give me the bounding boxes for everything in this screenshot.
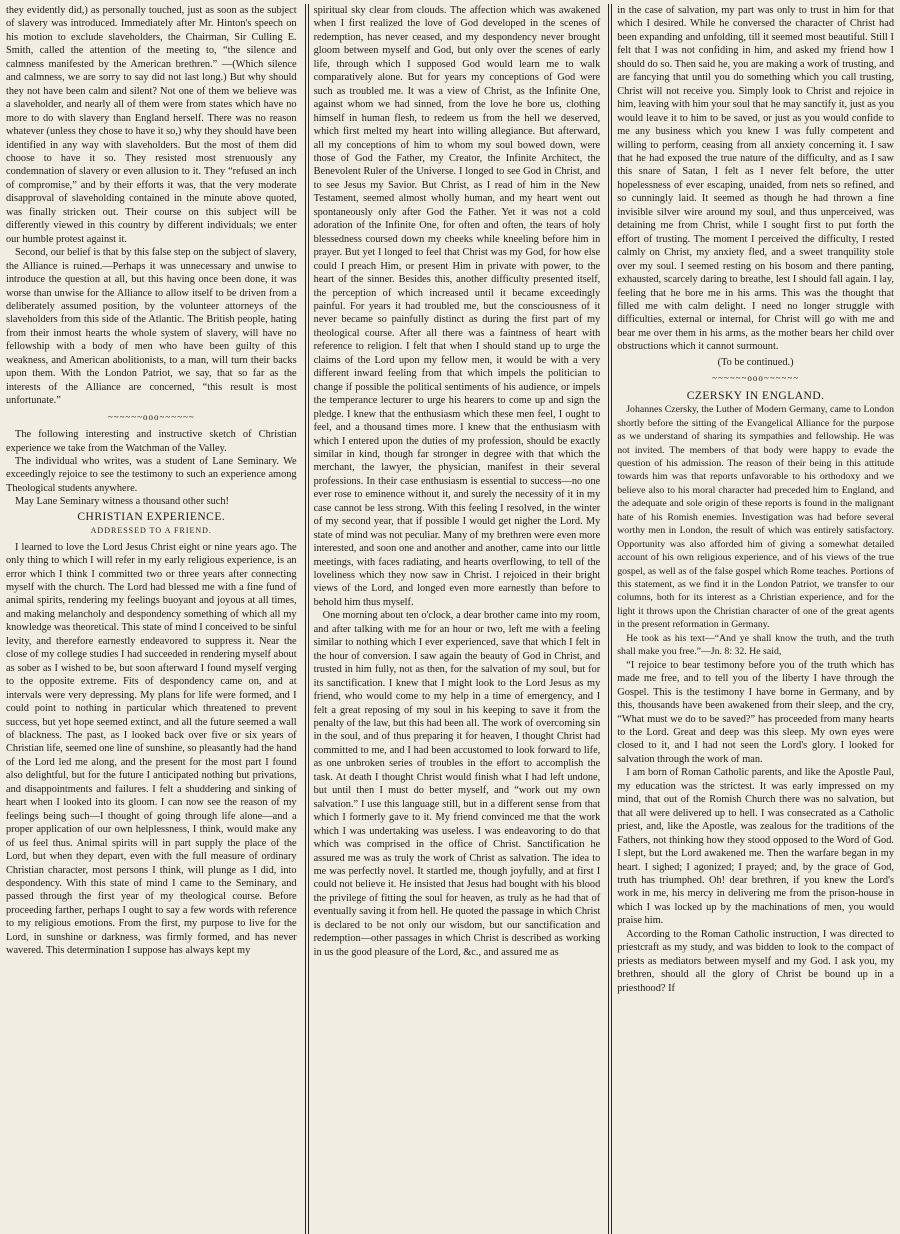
czersky-paragraph: “I rejoice to bear testimony before you of the truth which has made me free, and to tell you of the liberty I have through the Gospel. This is the testimony I have borne in Germany, and by this, thousands have been awakened from their sleep, and the cry, “What must we do to be saved?” has proceeded from many hearts to the Lord. Great and deep was this sleep. My own eyes were closed to it, and I had not seen the Lord's glory. I looked for salvation through the work of man.	[617, 659, 894, 765]
article-subheading: ADDRESSED TO A FRIEND.	[90, 526, 212, 536]
article-heading: CZERSKY IN ENGLAND.	[686, 389, 825, 402]
intro-paragraph: The following interesting and instructive sketch of Christian experience we take from the Watchman of the Valley.	[6, 429, 297, 454]
column-right	[611, 4, 894, 1234]
experience-paragraph: spiritual sky clear from clouds. The affection which was awakened when I first realized the love of God developed in the scenes of redemption, has never ceased, and my despondency never brought gloom between myself and God, but only over the scenes of early life, through which I supposed God would learn me to walk comparatively alone. But for years my conceptions of God were such as troubled me. It was a view of Christ, as the Infinite One, against whom we had sinned, from the love he bore us, clothing himself in human flesh, to redeem us from the hell we deserved, which first melted my heart into willing allegiance. But afterward, all my conceptions of him to whom my soul bowed down, were those of God the Father, my Creator, the Infinite Architect, the Benevolent Ruler of the Universe. I longed to see God in Christ, and to see Jesus my Savior. But Christ, as I read of him in the New Testament, seemed almost wholly human, and my heart went out spontaneously only after God the Father. Yet it was not a cold adoration of the Infinite One, for often and often, the tears of holy blessedness coursed down my cheeks while kneeling before him in prayer. But yet I longed to feel that Christ was my God, for how else could I preach Him, or present Him in private with power, to the heart of the sinner. Besides this, another difficulty presented itself, the perception of which increased until it became exceedingly painful. For years it had troubled me, but the consciousness of it never became so painfully distinct as during the first part of my theological course. After all there was a faintness of heart with reference to religion. I felt that when I should stand up to urge the claims of the Lord upon my fellow men, it would be with a very different inward feeling from that which impels the politician to change if possible the political sentiments of his audience, or impels the temperance lecturer to urge his hearers to come up and sign the pledge. I knew that the enthusiasm which these men feel, I ought to feel, and a thousand times more. I knew that the enthusiasm with which I entered upon the duties of my profession, should be exactly similar in kind, though far stronger in degree with that which the merchant, the lawyer, the physician, manifest in their several professions. In their case enthusiasm is essential to success—no one ever rose to eminence without it, and surely the necessity of it in my case cannot be less strong. With this feeling I resolved, in the winter of my second year, that if possible I would get nigher the Lord. My state of mind was not peculiar. Many of my brethren were even more interested, and soon one and another and another, came into our little meetings, with faces radiating, and hearts overflowing, to tell of the loveliness which they now saw in Christ. I rejoiced in their bright views of the Lord, and longed even more earnestly than before to behold him thus myself.	[313, 5, 601, 608]
intro-paragraph: May Lane Seminary witness a thousand other such!	[15, 496, 230, 508]
intro-paragraph: The individual who writes, was a student of Lane Seminary. We exceedingly rejoice to see the testimony to such an experience among Theological students anywhere.	[6, 455, 297, 494]
czersky-paragraph: He took as his text—“And ye shall know the truth, and the truth shall make you free.”—Jn. 8: 32. He said,	[617, 632, 894, 658]
article-slavery-paragraph: Second, our belief is that by this false step on the subject of slavery, the Alliance is ruined.—Perhaps it was unnecessary and unwise to introduce the question at all, but this having once been done, it was worse than unwise for the Alliance to allow itself to be driven from a deliberately assumed position, by the volunteer attorneys of the slaveholders from this side of the Atlantic. The British people, hating from their inmost hearts the whole system of slavery, will have no fellowship with a body of men who have been guilty of this weakness, and American abolitionists, to a man, will turn their backs upon them. With the London Patriot, we say, that so far as the interests of the Alliance are concerned, “this result is most unfortunate.”	[6, 247, 297, 407]
experience-paragraph: in the case of salvation, my part was only to trust in him for that which I desired. While he conversed the character of Christ had been expanding and unfolding, till it seemed most beautiful. Still I felt that I was not confiding in him, and asked my friend how I should do so. Then said he, you are making a work of trusting, and are fancying that until you do something which you call trusting, Christ will not receive you. Simply look to Christ and rejoice in him, leaving with him your soul that he may sanctify it, just as you would leave it to him to be saved, or just as you would confide to me any business which you knew I was fully competent and willing to perform, ceasing from all anxiety concerning it. I saw that he had exposed the true nature of the difficulty, and as I saw this snare of Satan, I felt as I never felt before, the utter hopelessness of ever escaping, unaided, from nets so refined, and so cunningly laid. It seemed as though he had thrown a fine invisible silver wire around my soul, and thus unperceived, was detaining me from Christ, while I sought first to put forth the effort of trusting. The moment I perceived the difficulty, I rested calmly on Christ, my anxiety fled, and a sweet tranquility stole over my soul. I seemed resting on his bosom and there panting, exhausted, scarcely daring to breathe, lest I should fall again. I lay, feeling that he bore me in his arms. This was the thought that filled me with calm delight. I need no longer struggle with difficulties, external or internal, for Christ will go with me and bear me over them in his arms, as the mother bears her child over obstructions which it cannot surmount.	[617, 5, 894, 353]
section-divider-ornament: ~~~~~~ooo~~~~~~	[107, 411, 195, 422]
column-left	[6, 4, 303, 1234]
column-middle	[308, 4, 607, 1234]
to-be-continued-note: (To be continued.)	[717, 356, 794, 368]
czersky-paragraph: According to the Roman Catholic instruction, I was directed to priestcraft as my study, and was bidden to look to the compact of priests as mediators between myself and my God. I ask you, my brethren, should all the glory of Christ be bound up in a priesthood? If	[617, 928, 894, 994]
section-divider-ornament: ~~~~~~ooo~~~~~~	[712, 373, 800, 384]
article-heading: CHRISTIAN EXPERIENCE.	[77, 510, 226, 523]
experience-paragraph: I learned to love the Lord Jesus Christ eight or nine years ago. The only thing to which I will refer in my early religious experience, is an error which I think I committed two or three years after connecting myself with the church. The Lord had blessed me with a fine fund of animal spirits, rendering my feelings buoyant and joyous at all times, and making melancholy and despondency something of which all my knowledge was theoretical. This state of mind I conceived to be sinful levity, and therefore earnestly endeavored to suppress it. Near the close of my college studies I had succeeded in rendering myself about as sober as I wished to be, but soon afterward I found myself verging to the opposite extreme. Fits of despondency came on, and at intervals were very depressing. My plans for life were formed, and I could point to nothing in particular which threatened to prevent success, but yet hope seemed extinct, and all the future seemed a wall of blackness. The past, as I looked back over five or six years of Christian life, seemed one line of sunshine, so pleasantly had the hand of the Lord led me along, and the present for the most part I found also delightful, but for the future I anticipated nothing but privations, and disappointments and failures. I felt a shuddering and sinking of heart when I looked into its gloom. I can now see the reason of my feelings being such—I thought of going through life alone—and a proper application of our own helplessness, I think, would make any of us feel thus. Animal spirits will in part supply the place of the Lord, but when they depart, even with the full measure of ordinary Christian character, most persons I think, will plunge as I did, into despondency. With this state of mind I came to the Seminary, and passed through the first year of my theological course. Before proceeding farther, perhaps I ought to say a few words with reference to my religious emotions. From the first, my purpose to live for the Lord, in sunshine or darkness, was firmly formed, and has never wavered. This determination I suppose has always kept my	[6, 541, 297, 957]
column-rule	[608, 4, 609, 1234]
czersky-paragraph: I am born of Roman Catholic parents, and like the Apostle Paul, my education was the strictest. It was early impressed on my mind, that out of the Romish Church there was no salvation, but that all were delivered up to hell. I was consecrated as a Catholic priest, and, like the Apostle, was zealous for the traditions of the Fathers, not thinking how they stood opposed to the Word of God. I slept, but the Lord awakened me. Then the warfare began in my heart. I sighed; I agonized; I prayed; and, by the grace of God, truth has triumphed. Oh! dear brethren, if you knew the Lord's work in me, his mercy in delivering me from the prison-house in which I was locked up by the machinations of men, you would praise him.	[617, 767, 894, 927]
column-rule	[305, 4, 306, 1234]
experience-paragraph: One morning about ten o'clock, a dear brother came into my room, and after talking with me for an hour or two, left me with a feeling similar to nothing which I ever experienced, save that which I felt in the hour of conversion. I saw again the beauty of God in Christ, and trusted in him fully, not as then, for the salvation of my soul, but for its sanctification. I knew that I might look to the Lord Jesus as my friend, who would come to my help in a time of emergency, and I felt a great reposing of my soul in his keeping to save it from the penalty of the law, but this had been all. The work of overcoming sin in the soul, and of thus preparing it for heaven, I thought Christ had committed to me, and I had been accustomed to look forward to life, as one unbroken series of troubles in the effort to accomplish the task. At death I thought Christ would finish what I had left undone, but until then I must do better myself, and “work out my own salvation.” I use this language still, but in a different sense from that which I formerly gave to it. My friend convinced me that the work which I was undertaking was useless. I was endeavoring to do that which was comprised in the office of Christ. Sanctification he assured me was as truly the work of Christ as salvation. The idea to me was perfectly novel. It startled me, though joyfully, and at first I could not believe it. He insisted that Jesus had bought with his blood the privilege of fitting the soul for heaven, as truly as he had that of eventually saving it from hell. He quoted the passage in which Christ is declared to be not only our wisdom, but our sanctification and redemption—other passages in which Christ is described as working in us the good pleasure of the Lord, &c., and assured me as	[313, 610, 601, 958]
czersky-paragraph: Johannes Czersky, the Luther of Modern Germany, came to London shortly before the sitting of the Evangelical Alliance for the purpose as we understand of sharing its sympathies and fellowship. He was not invited. The members of that body were happy to evade the question of his admission. The reason of their being in this attitude towards him was that reports unfavorable to his orthodoxy and we believe also to his moral character had preceded him to England, and the adequate and sole origin of these reports is found in the malignant hate of his Romish enemies. Investigation was had before several worthy men in London, the result of which was entirely satisfactory. Opportunity was also afforded him of giving a somewhat detailed account of his own religious experience, and of his views of the true gospel, as well as of the false gospel which Rome teaches. Portions of this statement, as we find it in the London Patriot, we transfer to our columns, both for its interest as a Christian experience, and for the light it throws upon the Christian character of one of the great agents in the present reformation in Germany.	[617, 404, 894, 631]
article-slavery-paragraph: they evidently did,) as personally touched, just as soon as the subject of slavery was introduced. Immediately after Mr. Hinton's speech on his motion to exclude slaveholders, the Chairman, Sir Culling E. Smith, called the attention of the meeting to, “the silence and calmness manifested by the American brethren.” —(Which silence and calmness, we are sorry to say did not last long.) But why should they not have been calm and silent? Not one of them we believe was a slaveholder, and nearly all of them were from states which have no more to do with slavery than England herself. There was no reason whatever (unless they chose to have it so,) why they should have been identified in any way with slaveholders. But the most of them did choose to have it so. They resisted most strenuously any condemnation of slavery or even allusion to it. They “refused an inch of compromise,” and by their efforts it was, that the very moderate disapproval of slaveholding contained in the minute above quoted, was finally stricken out. Their course on this subject will be differently viewed in this country by different individuals; we enter our humble protest against it.	[6, 5, 297, 245]
